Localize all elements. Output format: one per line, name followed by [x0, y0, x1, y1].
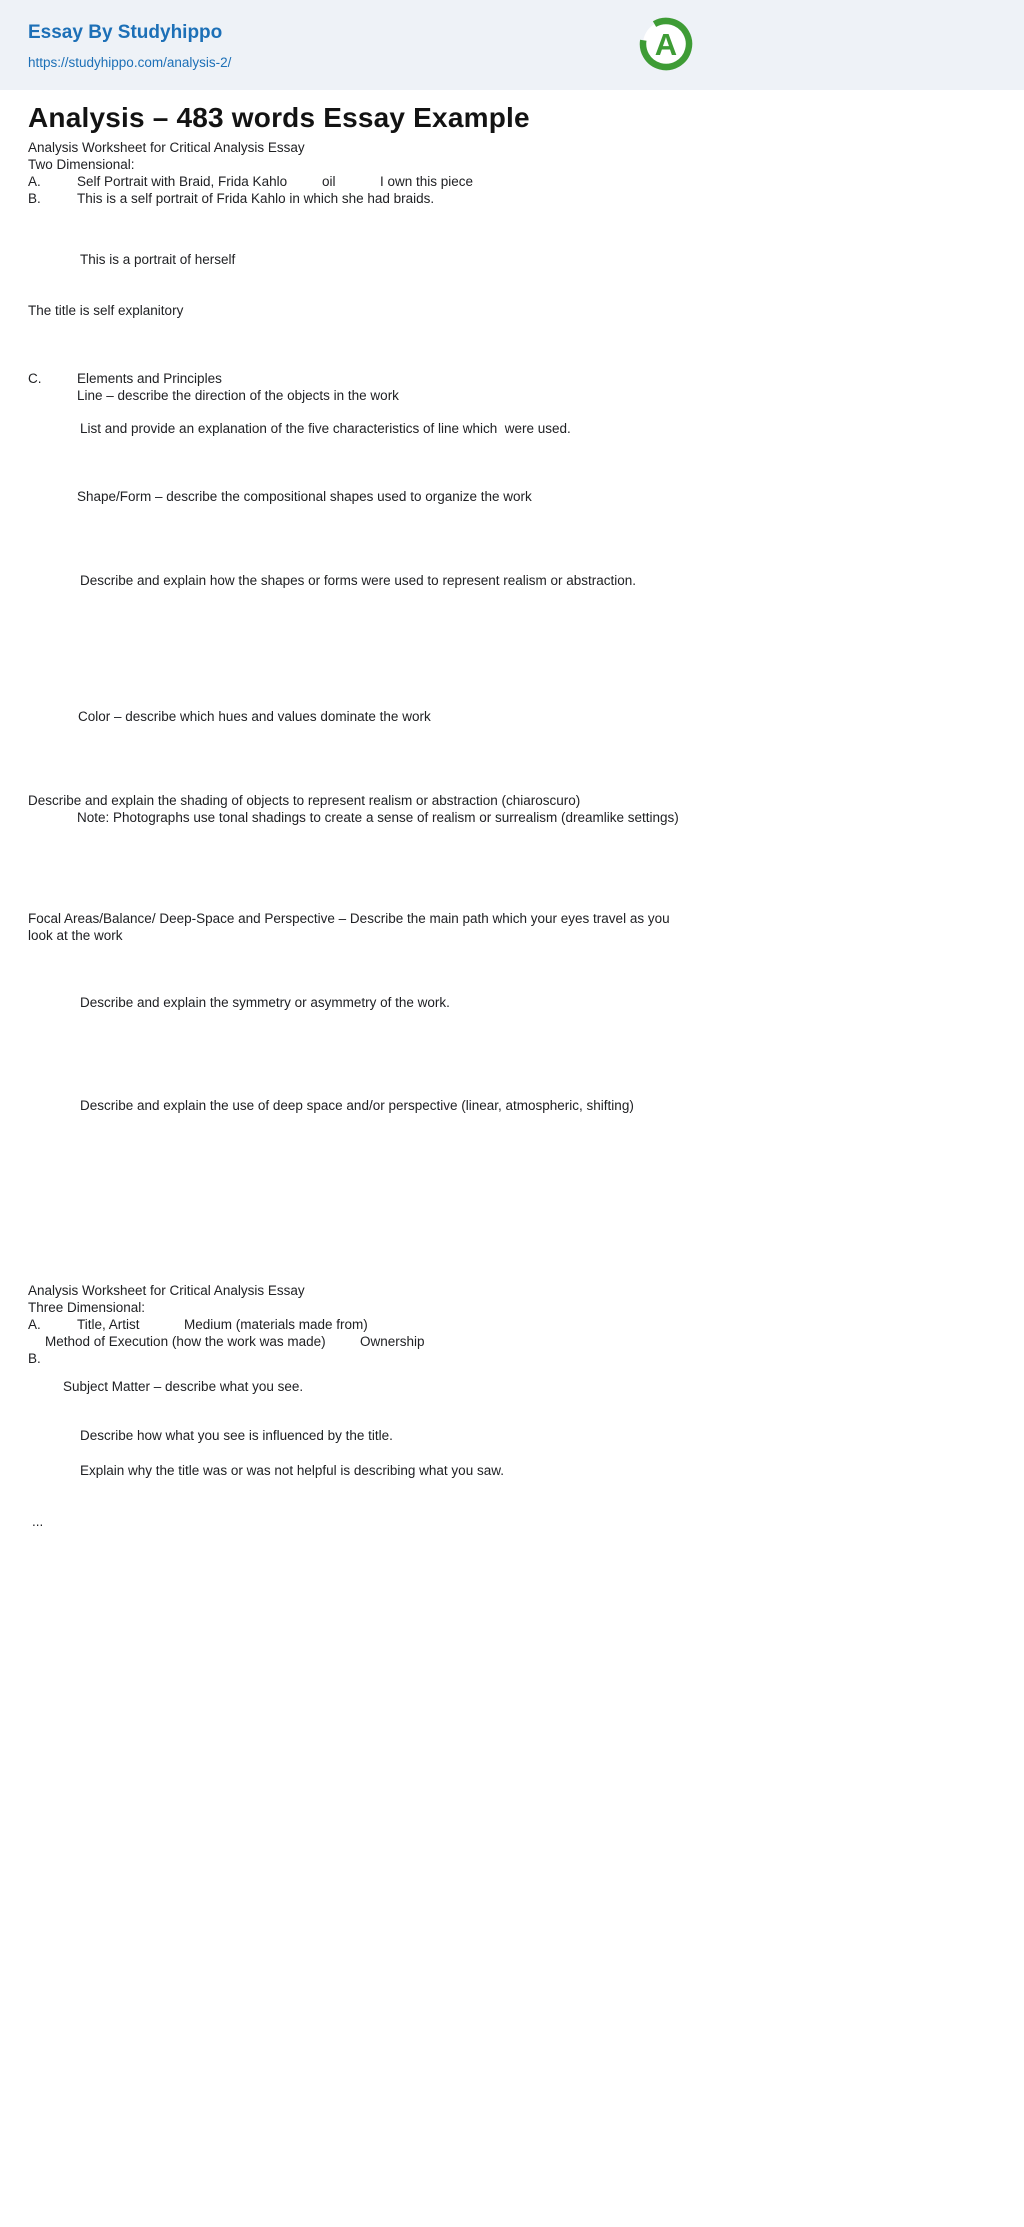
text-line: C.: [28, 371, 42, 386]
text-line: B.: [28, 191, 41, 206]
text-line: B.: [28, 1351, 41, 1366]
text-line: A.: [28, 1317, 41, 1332]
text-line: The title is self explanitory: [28, 303, 184, 318]
text-line: Two Dimensional:: [28, 157, 135, 172]
text-line: Explain why the title was or was not helpful is describing what you saw.: [80, 1463, 504, 1478]
site-title-link[interactable]: Essay By Studyhippo: [28, 22, 223, 43]
page-title: Analysis – 483 words Essay Example: [28, 102, 530, 133]
text-line: Title, Artist: [77, 1317, 140, 1332]
text-line: This is a portrait of herself: [80, 252, 236, 267]
text-line: I own this piece: [380, 174, 474, 189]
text-line: oil: [322, 174, 336, 189]
text-line: Describe how what you see is influenced by the title.: [80, 1428, 393, 1443]
text-line: Line – describe the direction of the objects in the work: [77, 388, 399, 403]
text-line: Subject Matter – describe what you see.: [63, 1379, 304, 1394]
source-url-link[interactable]: https://studyhippo.com/analysis-2/: [28, 55, 232, 70]
text-line: Note: Photographs use tonal shadings to create a sense of realism or surrealism (dreamlike settings): [77, 810, 679, 825]
text-line: Color – describe which hues and values dominate the work: [78, 709, 431, 724]
text-line: Describe and explain the symmetry or asymmetry of the work.: [80, 995, 450, 1010]
text-line: Describe and explain the use of deep space and/or perspective (linear, atmospheric, shifting): [80, 1098, 634, 1113]
text-line: List and provide an explanation of the five characteristics of line which were used.: [80, 421, 571, 436]
text-line: ...: [32, 1514, 44, 1529]
text-line: Focal Areas/Balance/ Deep-Space and Perspective – Describe the main path which your eyes travel as you look at the work: [28, 911, 670, 943]
text-line: Describe and explain how the shapes or forms were used to represent realism or abstraction.: [80, 573, 637, 588]
text-line: Self Portrait with Braid, Frida Kahlo: [77, 174, 288, 189]
text-line: Three Dimensional:: [28, 1300, 146, 1315]
text-line: A.: [28, 174, 41, 189]
text-line: Analysis Worksheet for Critical Analysis Essay: [28, 1283, 305, 1298]
text-line: Analysis Worksheet for Critical Analysis Essay: [28, 140, 305, 155]
text-line: This is a self portrait of Frida Kahlo in which she had braids.: [77, 191, 435, 206]
text-line: Method of Execution (how the work was made): [45, 1334, 326, 1349]
text-line: Medium (materials made from): [184, 1317, 368, 1332]
logo-letter: A: [654, 27, 678, 62]
text-line: Elements and Principles: [77, 371, 222, 386]
text-line: Describe and explain the shading of objects to represent realism or abstraction (chiaroscuro): [28, 793, 581, 808]
text-line: Ownership: [360, 1334, 425, 1349]
text-line: Shape/Form – describe the compositional shapes used to organize the work: [77, 489, 532, 504]
